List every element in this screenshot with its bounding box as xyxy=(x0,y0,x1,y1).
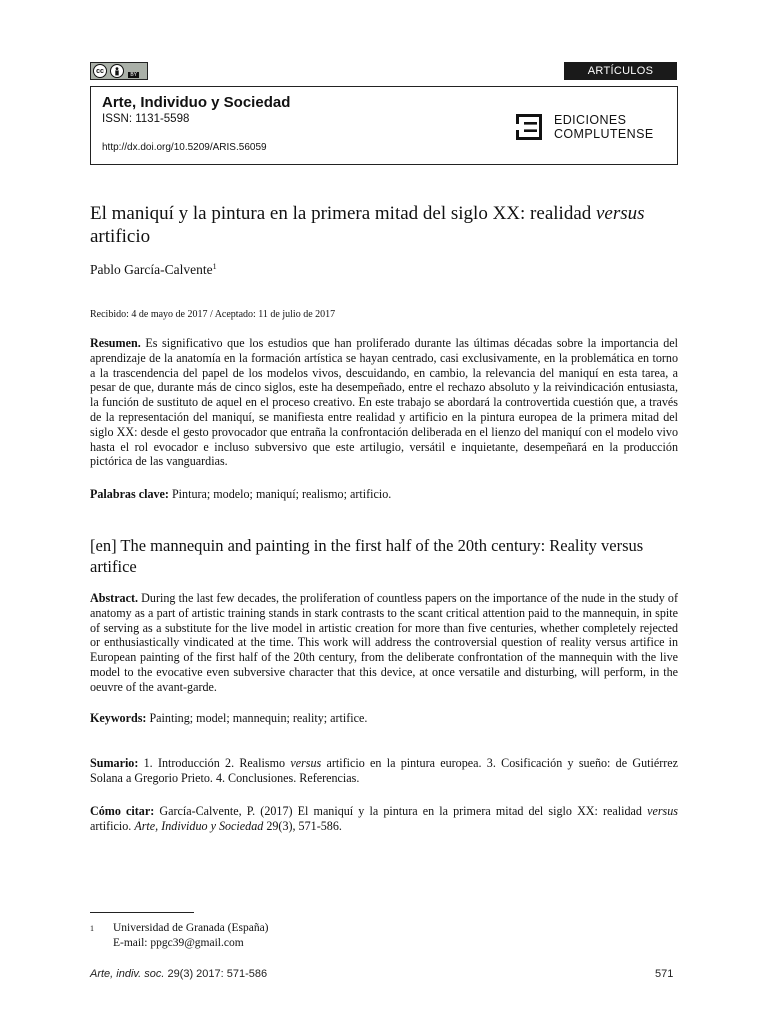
keywords-es xyxy=(90,487,678,502)
cite-label: Cómo citar: xyxy=(90,804,155,818)
footnote-number: 1 xyxy=(90,924,94,933)
publisher xyxy=(516,113,654,141)
section-tag: ARTÍCULOS xyxy=(564,62,677,80)
abstract-en-label: Abstract. xyxy=(90,591,139,605)
abstract-en xyxy=(90,591,678,695)
abstract-en-text: During the last few decades, the proliferation of countless papers on the importance of the nude in the study of anatomy as a part of artistic training stands in stark contrasts to the scant critical attention paid to the mannequin, in spite of serving as a substitute for the live model in artistic creation for more than five centuries, whether completely rejected or enthusiastically vindicated at the time. This work will address the controversial question of reality versus artifice in European painting of the first half of the 20th century, from the deliberate confrontation of the mannequin with the live model to the evocative even subversive character that this device, at once versatile and disturbing, will perform, in the oeuvre of the avant-garde. xyxy=(90,591,678,694)
footnote-email[interactable]: E-mail: ppgc39@gmail.com xyxy=(113,937,244,949)
footnote-text xyxy=(113,921,269,951)
journal-header xyxy=(90,86,678,165)
summary-italic: versus xyxy=(290,756,322,770)
page-number: 571 xyxy=(655,968,674,980)
publisher-line1: EDICIONES xyxy=(554,113,627,127)
attribution-person-icon xyxy=(110,64,124,78)
footnote-affiliation: Universidad de Granada (España) xyxy=(113,922,269,934)
publisher-line2: COMPLUTENSE xyxy=(554,127,654,141)
received-accepted-dates: Recibido: 4 de mayo de 2017 / Aceptado: 11 de julio de 2017 xyxy=(90,309,336,320)
cite-part2: artificio. xyxy=(90,818,135,833)
keywords-es-label: Palabras clave: xyxy=(90,487,169,501)
author-footnote-ref[interactable]: 1 xyxy=(212,262,217,271)
article-title-en: [en] The mannequin and painting in the first half of the 20th century: Reality versus artifice xyxy=(90,536,644,576)
keywords-es-text: Pintura; modelo; maniquí; realismo; artificio. xyxy=(168,487,392,501)
footnote-divider xyxy=(90,912,194,913)
journal-title: Arte, Individuo y Sociedad xyxy=(102,94,291,111)
title-part1: El maniquí y la pintura en la primera mitad del siglo XX: realidad xyxy=(90,203,596,224)
footer-issue: 29(3) 2017: 571-586 xyxy=(164,968,268,980)
footer-citation xyxy=(90,968,267,980)
doi-link[interactable]: http://dx.doi.org/10.5209/ARIS.56059 xyxy=(102,142,267,153)
title-italic: versus xyxy=(596,203,645,224)
keywords-en xyxy=(90,711,678,726)
summary xyxy=(90,756,678,786)
cite-italic1: versus xyxy=(647,804,679,818)
cite-part1: García-Calvente, P. (2017) El maniquí y la pintura en la primera mitad del siglo XX: realidad xyxy=(154,804,648,818)
summary-part1: 1. Introducción 2. Realismo xyxy=(138,756,291,770)
cc-license-badge[interactable] xyxy=(90,62,148,80)
article-title xyxy=(90,202,690,248)
footer-journal-abbrev: Arte, indiv. soc. xyxy=(90,968,165,980)
publisher-name xyxy=(554,113,654,141)
abstract-es xyxy=(90,336,678,469)
abstract-es-label: Resumen. xyxy=(90,336,141,350)
cc-icon: cc xyxy=(93,64,107,78)
cite-part3: 29(3), 571-586. xyxy=(263,818,342,833)
keywords-en-label: Keywords: xyxy=(90,711,147,725)
summary-part2: artificio en la pintura europea. 3. Cosificación y sueño: de Gutiérrez Solana a Gregorio Prieto. 4. Conclusiones. Referencias. xyxy=(90,756,679,785)
summary-label: Sumario: xyxy=(90,756,139,770)
publisher-logo-icon xyxy=(516,114,542,140)
title-part2: artificio xyxy=(90,226,151,247)
issn: ISSN: 1131-5598 xyxy=(102,113,190,125)
abstract-es-text: Es significativo que los estudios que han proliferado durante las últimas décadas sobre la importancia del aprendizaje de la anatomía en la formación artística se hayan centrado, casi exclusivamente, en la problemática en torno a la trascendencia del papel de los modelos vivos, descuidando, en cambio, la relevancia del maniquí en esta tarea, a pesar de que, durante más de cinco siglos, este ha desempeñado, entre el rechazo absoluto y la reivindicación entusiasta, la función de sustituto de aquel en el proceso creativo. En este trabajo se abordará la controvertida cuestión que, a través de la representación del maniquí, se manifiesta entre realidad y artificio en la pintura europea de la primera mitad del siglo XX: desde el gesto provocador que entraña la confrontación deliberada en el lienzo del maniquí con el modelo vivo hasta el rol evocador e incluso subversivo que este artilugio, versátil e inquietante, desempeñará en la producción pictórica de las vanguardias. xyxy=(90,336,678,469)
keywords-en-text: Painting; model; mannequin; reality; artifice. xyxy=(146,711,368,725)
author xyxy=(90,262,217,278)
by-label: BY xyxy=(130,72,137,78)
how-to-cite xyxy=(90,804,678,834)
author-name: Pablo García-Calvente xyxy=(90,262,213,277)
cite-journal: Arte, Individuo y Sociedad xyxy=(134,818,264,833)
